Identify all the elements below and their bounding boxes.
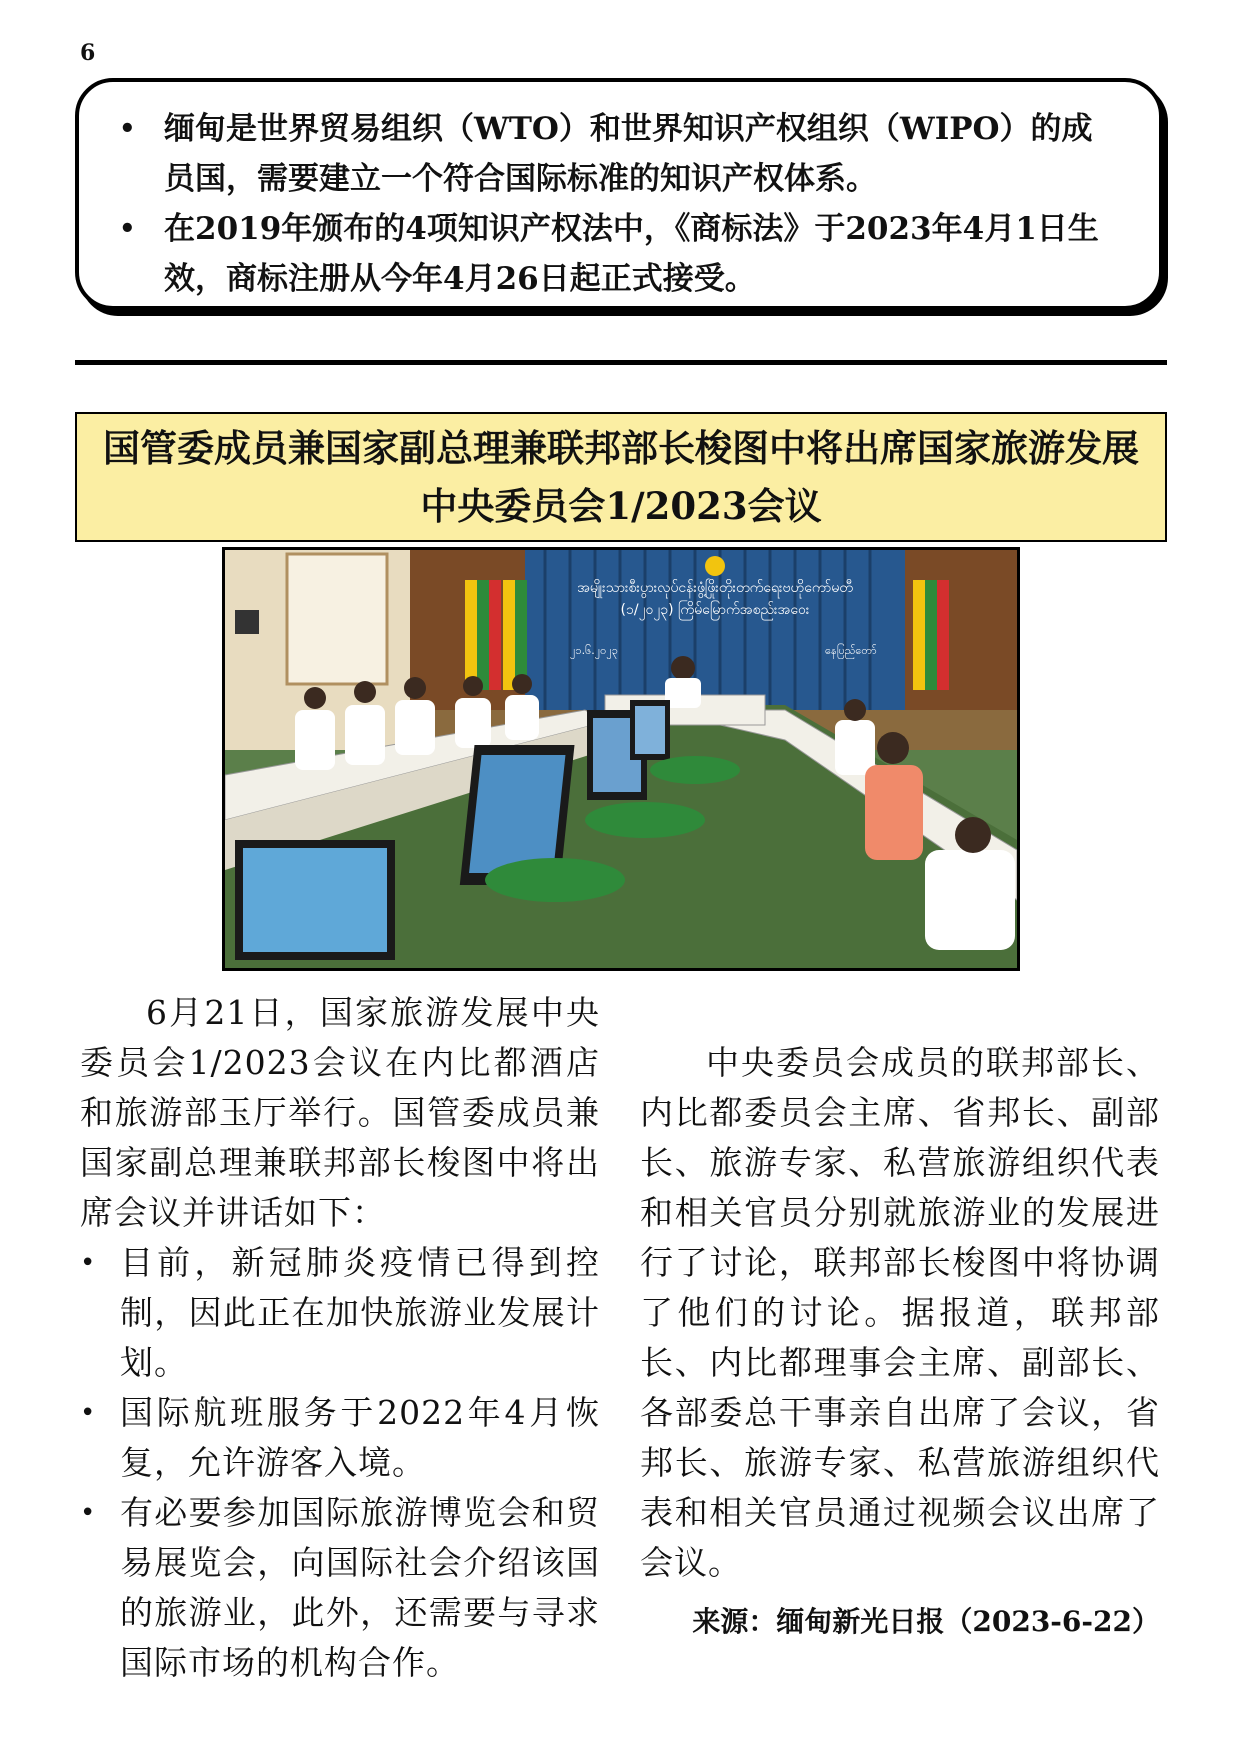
- summary-box: [75, 78, 1163, 310]
- emblem-icon: [705, 556, 725, 576]
- article-point: • 目前，新冠肺炎疫情已得到控制，因此正在加快旅游业发展计划。: [80, 1238, 600, 1388]
- article-closing: 中央委员会成员的联邦部长、内比都委员会主席、省邦长、副部长、旅游专家、私营旅游组织代表和相关官员分别就旅游业的发展进行了讨论，联邦部长梭图中将协调了他们的讨论。据报道，联邦部长、内比都理事会主席、副部长、各部委总干事亲自出席了会议，省邦长、旅游专家、私营旅游组织代表和相关官员通过视频会议出席了会议。: [640, 1043, 1160, 1582]
- banner-text-left: ၂၁.၆.၂၀၂၃: [570, 644, 618, 657]
- article-column-left: [80, 988, 600, 1688]
- banner-text-right: နေပြည်တော်: [825, 644, 877, 657]
- article-intro: 6月21日，国家旅游发展中央委员会1/2023会议在内比都酒店和旅游部玉厅举行。国管委成员兼国家副总理兼联邦部长梭图中将出席会议并讲话如下：: [80, 993, 600, 1232]
- flags-left: [465, 580, 527, 690]
- banner-text-line2: (၁/၂၀၂၃) ကြိမ်မြောက်အစည်းအဝေး: [620, 602, 810, 618]
- summary-list: [119, 104, 1119, 304]
- headline-box: [75, 412, 1167, 542]
- summary-item: • 在2019年颁布的4项知识产权法中，《商标法》于2023年4月1日生效，商标注册从今年4月26日起正式接受。: [119, 204, 1119, 304]
- meeting-photo: [222, 547, 1020, 971]
- meeting-scene-illustration: [225, 550, 1017, 968]
- flags-right: [913, 580, 949, 690]
- page-number: 6: [80, 40, 96, 66]
- article-source: 来源：缅甸新光日报（2023-6-22）: [692, 1605, 1160, 1638]
- article-point: • 有必要参加国际旅游博览会和贸易展览会，向国际社会介绍该国的旅游业，此外，还需要与寻求国际市场的机构合作。: [80, 1488, 600, 1688]
- article-headline: 国管委成员兼国家副总理兼联邦部长梭图中将出席国家旅游发展中央委员会1/2023会议: [103, 426, 1139, 528]
- section-divider: [75, 360, 1167, 365]
- article-column-right: [640, 988, 1160, 1588]
- article-point: • 国际航班服务于2022年4月恢复，允许游客入境。: [80, 1388, 600, 1488]
- banner-text-line1: အမျိုးသားစီးပွားလုပ်ငန်းဖွံ့ဖြိုးတိုးတက်ရေးဗဟိုကော်မတီ: [577, 580, 853, 596]
- article-points: [80, 1238, 600, 1688]
- summary-item: • 缅甸是世界贸易组织（WTO）和世界知识产权组织（WIPO）的成员国，需要建立一个符合国际标准的知识产权体系。: [119, 104, 1119, 204]
